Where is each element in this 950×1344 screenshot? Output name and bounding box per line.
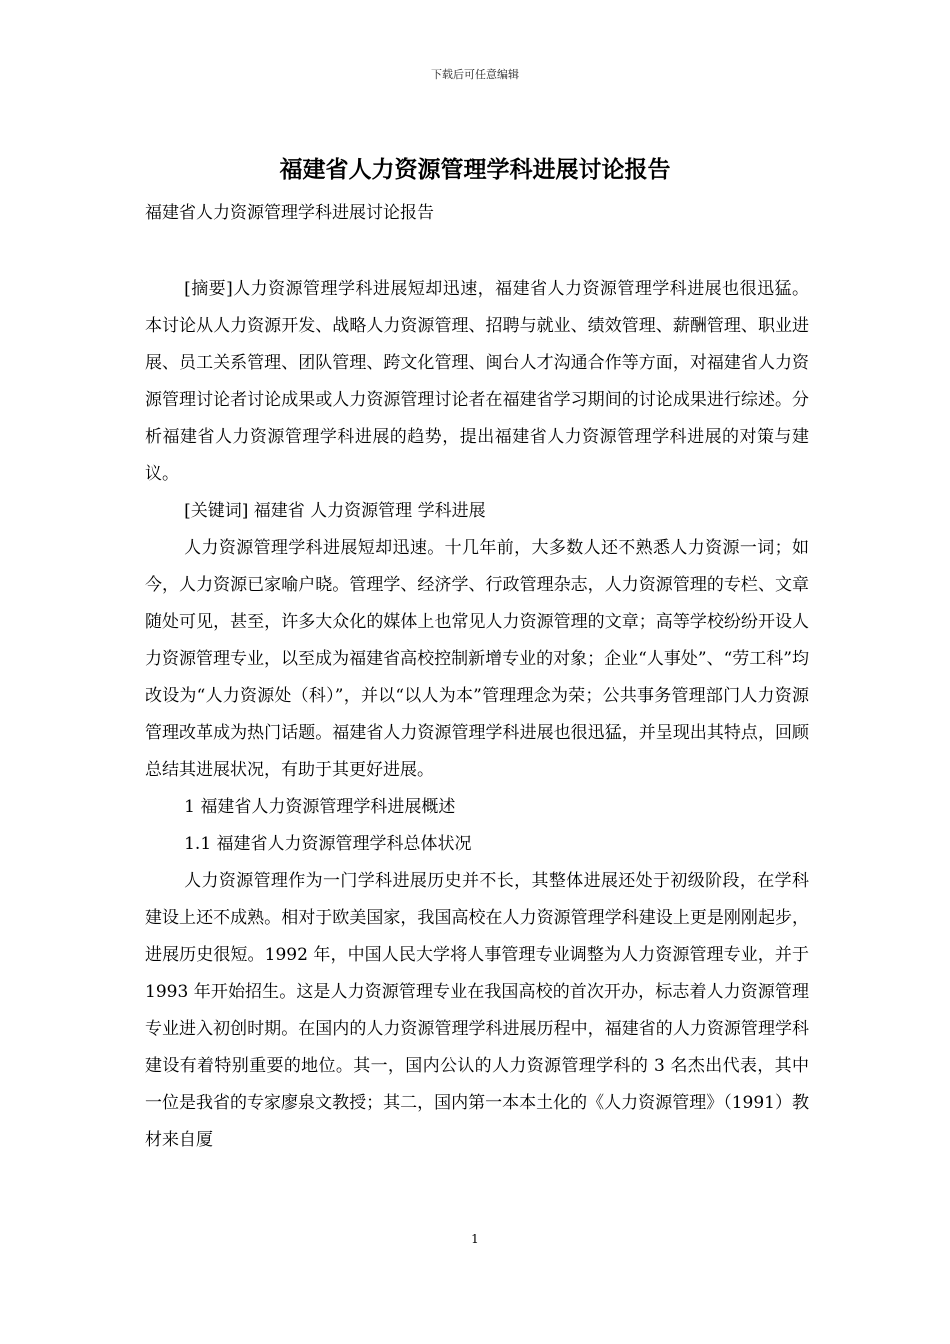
page-number: 1 — [471, 1232, 479, 1246]
document-body — [145, 271, 809, 1159]
intro-paragraph: 人力资源管理学科进展短却迅速。十几年前，大多数人还不熟悉人力资源一词；如今，人力资源已家喻户晓。管理学、经济学、行政管理杂志，人力资源管理的专栏、文章随处可见，甚至，许多大众化的媒体上也常见人力资源管理的文章；高等学校纷纷开设人力资源管理专业，以至成为福建省高校控制新增专业的对象；企业“人事处”、“劳工科”均改设为“人力资源处（科）”，并以“以人为本”管理理念为荣；公共事务管理部门人力资源管理改革成为热门话题。福建省人力资源管理学科进展也很迅猛，并呈现出其特点，回顾总结其进展状况，有助于其更好进展。 — [145, 538, 809, 780]
body-paragraph: 人力资源管理作为一门学科进展历史并不长，其整体进展还处于初级阶段，在学科建设上还不成熟。相对于欧美国家，我国高校在人力资源管理学科建设上更是刚刚起步，进展历史很短。1992 年，中国人民大学将人事管理专业调整为人力资源管理专业，并于 1993 年开始招生。这是人力资源管理专业在我国高校的首次开办，标志着人力资源管理专业进入初创时期。在国内的人力资源管理学科进展历程中，福建省的人力资源管理学科建设有着特别重要的地位。其一，国内公认的人力资源管理学科的 3 名杰出代表，其中一位是我省的专家廖泉文教授；其二，国内第一本本土化的《人力资源管理》（1991）教材来自厦 — [145, 871, 809, 1150]
document-subtitle: 福建省人力资源管理学科进展讨论报告 — [145, 203, 434, 223]
subsection-heading: 1.1 福建省人力资源管理学科总体状况 — [184, 834, 472, 854]
header-note: 下载后可任意编辑 — [431, 68, 519, 81]
abstract-paragraph: [摘要]人力资源管理学科进展短却迅速，福建省人力资源管理学科进展也很迅猛。本讨论从人力资源开发、战略人力资源管理、招聘与就业、绩效管理、薪酬管理、职业进展、员工关系管理、团队管理、跨文化管理、闽台人才沟通合作等方面，对福建省人力资源管理讨论者讨论成果或人力资源管理讨论者在福建省学习期间的讨论成果进行综述。分析福建省人力资源管理学科进展的趋势，提出福建省人力资源管理学科进展的对策与建议。 — [145, 279, 809, 484]
keywords-paragraph: [关键词] 福建省 人力资源管理 学科进展 — [184, 501, 486, 521]
section-heading: 1 福建省人力资源管理学科进展概述 — [184, 797, 456, 817]
document-title: 福建省人力资源管理学科进展讨论报告 — [279, 156, 671, 183]
